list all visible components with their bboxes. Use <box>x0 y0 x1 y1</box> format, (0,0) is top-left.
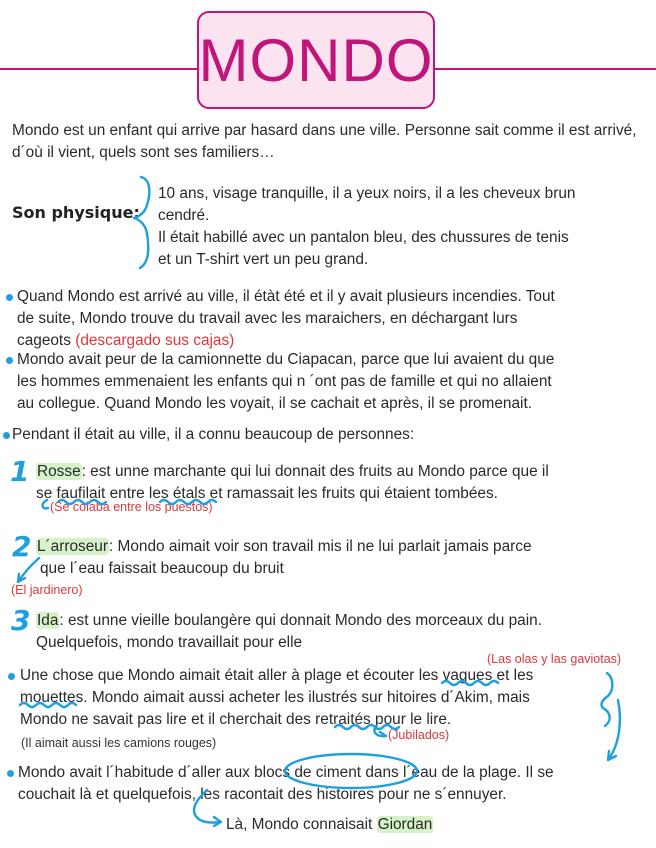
title-rule-left <box>0 68 197 70</box>
paragraph-line <box>36 461 646 483</box>
paragraph-text: Là, Mondo connaisait <box>226 816 373 833</box>
translation-note: (Jubilados) <box>388 728 450 742</box>
paragraph-line <box>36 610 646 632</box>
person-text: : est unne vieille boulangère qui donnait Mondo des morceaux du pain. <box>59 612 542 629</box>
person-name: L´arroseur <box>37 538 108 555</box>
physique-line: Il était habillé avec un pantalon bleu, des chussures de tenis <box>158 229 569 246</box>
person-name: Giordan <box>377 816 433 833</box>
person-arroseur <box>36 536 646 580</box>
person-name: Rosse <box>37 463 81 480</box>
paragraph-line: Mondo avait l´habitude d´aller aux blocs de ciment dans l´eau de la plage. Il se <box>18 764 554 781</box>
paragraph-line: Quand Mondo est arrivé au ville, il étàt été et il y avait plusieurs incendies. Tout <box>17 288 555 305</box>
paragraph-line: les hommes emmenaient les enfants qui n ´ont pas de famille et qui no allaient <box>17 373 552 390</box>
paragraph-arrival <box>17 286 647 352</box>
intro-paragraph: Mondo est un enfant qui arrive par hasard dans une ville. Personne sait comme il est arrivé, d´où il vient, quels sont ses familiers… <box>12 122 637 161</box>
paragraph-beach <box>20 665 620 731</box>
paragraph-blocks <box>18 762 648 806</box>
paragraph-people-intro: Pendant il était au ville, il a connu beaucoup de personnes: <box>12 426 415 443</box>
number-3: 3 <box>11 604 31 637</box>
paragraph-line: couchait là et quelquefois, les racontait des histoires pour ne s´ennuyer. <box>18 786 507 803</box>
translation-note: (descargado sus cajas) <box>75 332 235 349</box>
person-name: Ida <box>37 612 59 629</box>
physique-block <box>158 183 638 271</box>
person-text: : est unne marchante qui lui donnait des fruits au Mondo parce que il <box>81 463 549 480</box>
paragraph-line: Quelquefois, mondo travaillait pour elle <box>36 634 303 651</box>
paragraph-line: Mondo ne savait pas lire et il cherchait des retraités pour le lire. <box>20 711 452 728</box>
translation-note: (El jardinero) <box>11 583 83 597</box>
page-title: MONDO <box>198 26 434 94</box>
bullet-icon <box>6 357 13 364</box>
paragraph-line: que l´eau faissait beaucoup du bruit <box>40 560 284 577</box>
number-2: 2 <box>12 530 32 563</box>
bullet-icon <box>8 673 15 680</box>
paragraph-word: cageots <box>17 332 71 349</box>
paragraph-line: se faufilait entre les étals et ramassait les fruits qui étaient tombées. <box>36 485 498 502</box>
person-ida <box>36 610 646 654</box>
paragraph-line <box>36 536 646 558</box>
paragraph-line: mouettes. Mondo aimait aussi acheter les ilustrés sur hitoires d´Akim, mais <box>20 689 530 706</box>
bullet-icon <box>3 432 10 439</box>
paragraph-line: Une chose que Mondo aimait était aller à plage et écouter les vagues et les <box>20 667 534 684</box>
paragraph-ciapacan <box>17 349 647 415</box>
title-box <box>197 11 435 109</box>
paragraph-line: Mondo avait peur de la camionnette du Ciapacan, parce que lui avaient du que <box>17 351 555 368</box>
translation-note: (Las olas y las gaviotas) <box>487 652 622 666</box>
bullet-icon <box>7 770 14 777</box>
physique-label: Son physique: <box>12 203 140 222</box>
paragraph-giordan <box>226 814 433 836</box>
physique-line: et un T-shirt vert un peu grand. <box>158 251 369 268</box>
bullet-icon <box>6 294 13 301</box>
paragraph-line: de suite, Mondo trouve du travail avec les maraichers, en déchargant lurs <box>17 310 518 327</box>
title-rule-right <box>435 68 656 70</box>
physique-line: cendré. <box>158 207 210 224</box>
physique-line: 10 ans, visage tranquille, il a yeux noirs, il a les cheveux brun <box>158 185 576 202</box>
person-text: : Mondo aimait voir son travail mis il ne lui parlait jamais parce <box>109 538 532 555</box>
number-1: 1 <box>10 455 30 488</box>
translation-note: (Se colaba entre los puestos) <box>50 500 213 514</box>
side-note: (Il aimait aussi les camions rouges) <box>21 736 217 750</box>
curly-brace-icon <box>134 177 149 268</box>
paragraph-line: au collegue. Quand Mondo les voyait, il se cachait et après, il se promenait. <box>17 395 533 412</box>
